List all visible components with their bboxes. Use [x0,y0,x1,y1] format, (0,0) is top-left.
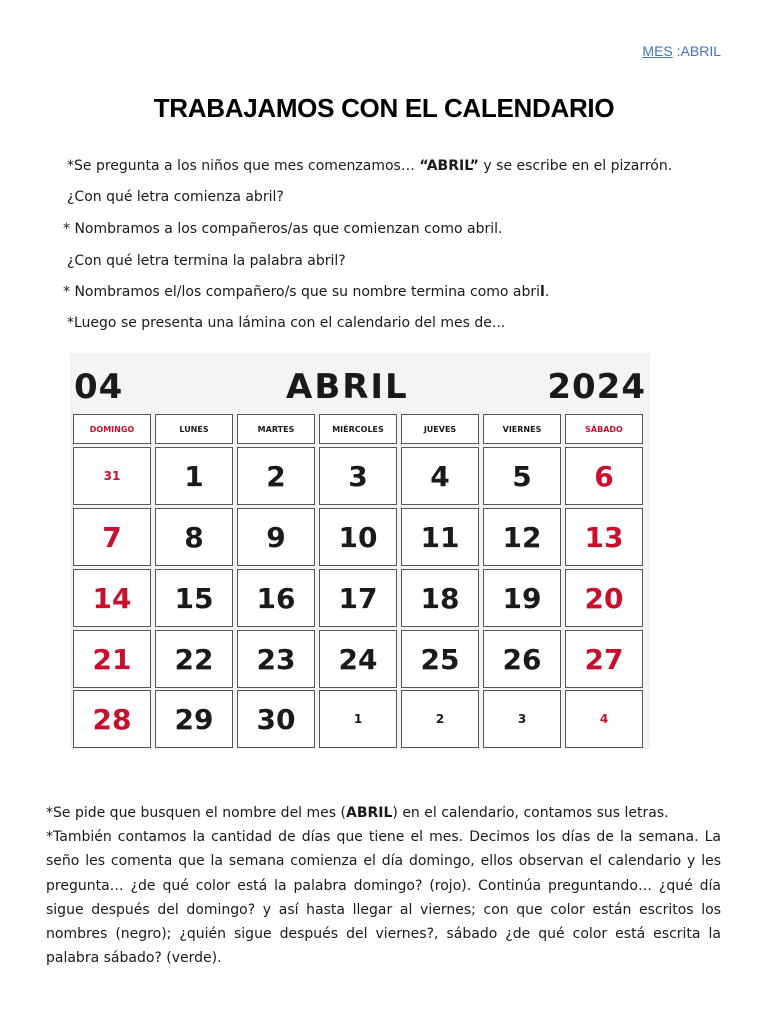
calendar-day: 4 [401,447,479,505]
calendar-day: 23 [237,630,315,688]
intro-line-1-text: *Se pregunta a los niños que mes comenzamos… [67,158,420,174]
calendar-day: 5 [483,447,561,505]
calendar-day: 27 [565,630,643,688]
paragraph-1-text: *Se pide que busquen el nombre del mes ( [46,805,346,821]
calendar-day: 8 [155,508,233,566]
calendar-day: 12 [483,508,561,566]
month-header [642,43,721,59]
calendar-day: 1 [155,447,233,505]
intro-line-5 [63,284,549,300]
paragraph-1-bold: ABRIL [345,805,393,821]
day-header-viernes: VIERNES [483,414,561,444]
calendar-day: 22 [155,630,233,688]
calendar-year: 2024 [547,367,646,407]
day-header-miercoles: MIÉRCOLES [319,414,397,444]
paragraph-2: *También contamos la cantidad de días que tiene el mes. Decimos los días de la semana. La seño les comenta que la semana comienza el día domingo, ellos observan el calendario y les pregunta… ¿de qué color está la palabra domingo? (rojo). Continúa preguntando… ¿qué día sigue después del domingo? y así hasta llegar al viernes; con que color están escritos los nombres (negro); ¿quién sigue después del viernes?, sábado ¿de qué color está escrita la palabra sábado? (verde). [46,829,721,967]
calendar-month-number: 04 [74,367,124,407]
calendar-day: 29 [155,690,233,748]
day-header-jueves: JUEVES [401,414,479,444]
intro-line-1-tail: y se escribe en el pizarrón. [478,158,673,174]
intro-line-1-bold: “ABRIL” [419,158,479,174]
calendar-day: 25 [401,630,479,688]
calendar-day: 17 [319,569,397,627]
day-header-lunes: LUNES [155,414,233,444]
calendar-day: 13 [565,508,643,566]
calendar-day: 30 [237,690,315,748]
mes-link[interactable]: MES [642,43,673,59]
calendar-day: 24 [319,630,397,688]
calendar-day: 16 [237,569,315,627]
page-title: TRABAJAMOS CON EL CALENDARIO [153,93,615,123]
activity-paragraph [46,801,721,970]
calendar-day: 18 [401,569,479,627]
calendar-day-other-month: 31 [73,447,151,505]
calendar-day: 28 [73,690,151,748]
day-header-martes: MARTES [237,414,315,444]
intro-line-6: *Luego se presenta una lámina con el calendario del mes de... [67,315,506,331]
calendar-day: 15 [155,569,233,627]
paragraph-1 [46,801,721,825]
intro-line-3: * Nombramos a los compañeros/as que comienzan como abril. [63,221,503,237]
calendar-day-other-month: 3 [483,690,561,748]
calendar-day-other-month: 2 [401,690,479,748]
calendar-image [70,353,650,749]
calendar-day: 9 [237,508,315,566]
intro-line-1 [67,158,672,174]
intro-line-2: ¿Con qué letra comienza abril? [67,189,284,205]
intro-line-5-text: * Nombramos el/los compañero/s que su nombre termina como abri [63,284,541,300]
calendar-day: 7 [73,508,151,566]
calendar-month-name: ABRIL [286,367,409,407]
calendar-day: 3 [319,447,397,505]
calendar-day: 19 [483,569,561,627]
intro-line-5-bold: l [540,284,545,300]
calendar-day-other-month: 4 [565,690,643,748]
calendar-day: 20 [565,569,643,627]
day-header-sabado: SÁBADO [565,414,643,444]
paragraph-1-tail: ) en el calendario, contamos sus letras. [392,805,669,821]
calendar-day: 14 [73,569,151,627]
calendar-day: 21 [73,630,151,688]
calendar-header [74,367,646,411]
mes-value: :ABRIL [672,43,721,59]
calendar-day: 10 [319,508,397,566]
intro-line-5-tail: . [544,284,550,300]
day-header-domingo: DOMINGO [73,414,151,444]
calendar-day: 11 [401,508,479,566]
intro-line-4: ¿Con qué letra termina la palabra abril? [67,253,346,269]
calendar-day: 26 [483,630,561,688]
calendar-day-other-month: 1 [319,690,397,748]
calendar-day: 2 [237,447,315,505]
calendar-day: 6 [565,447,643,505]
